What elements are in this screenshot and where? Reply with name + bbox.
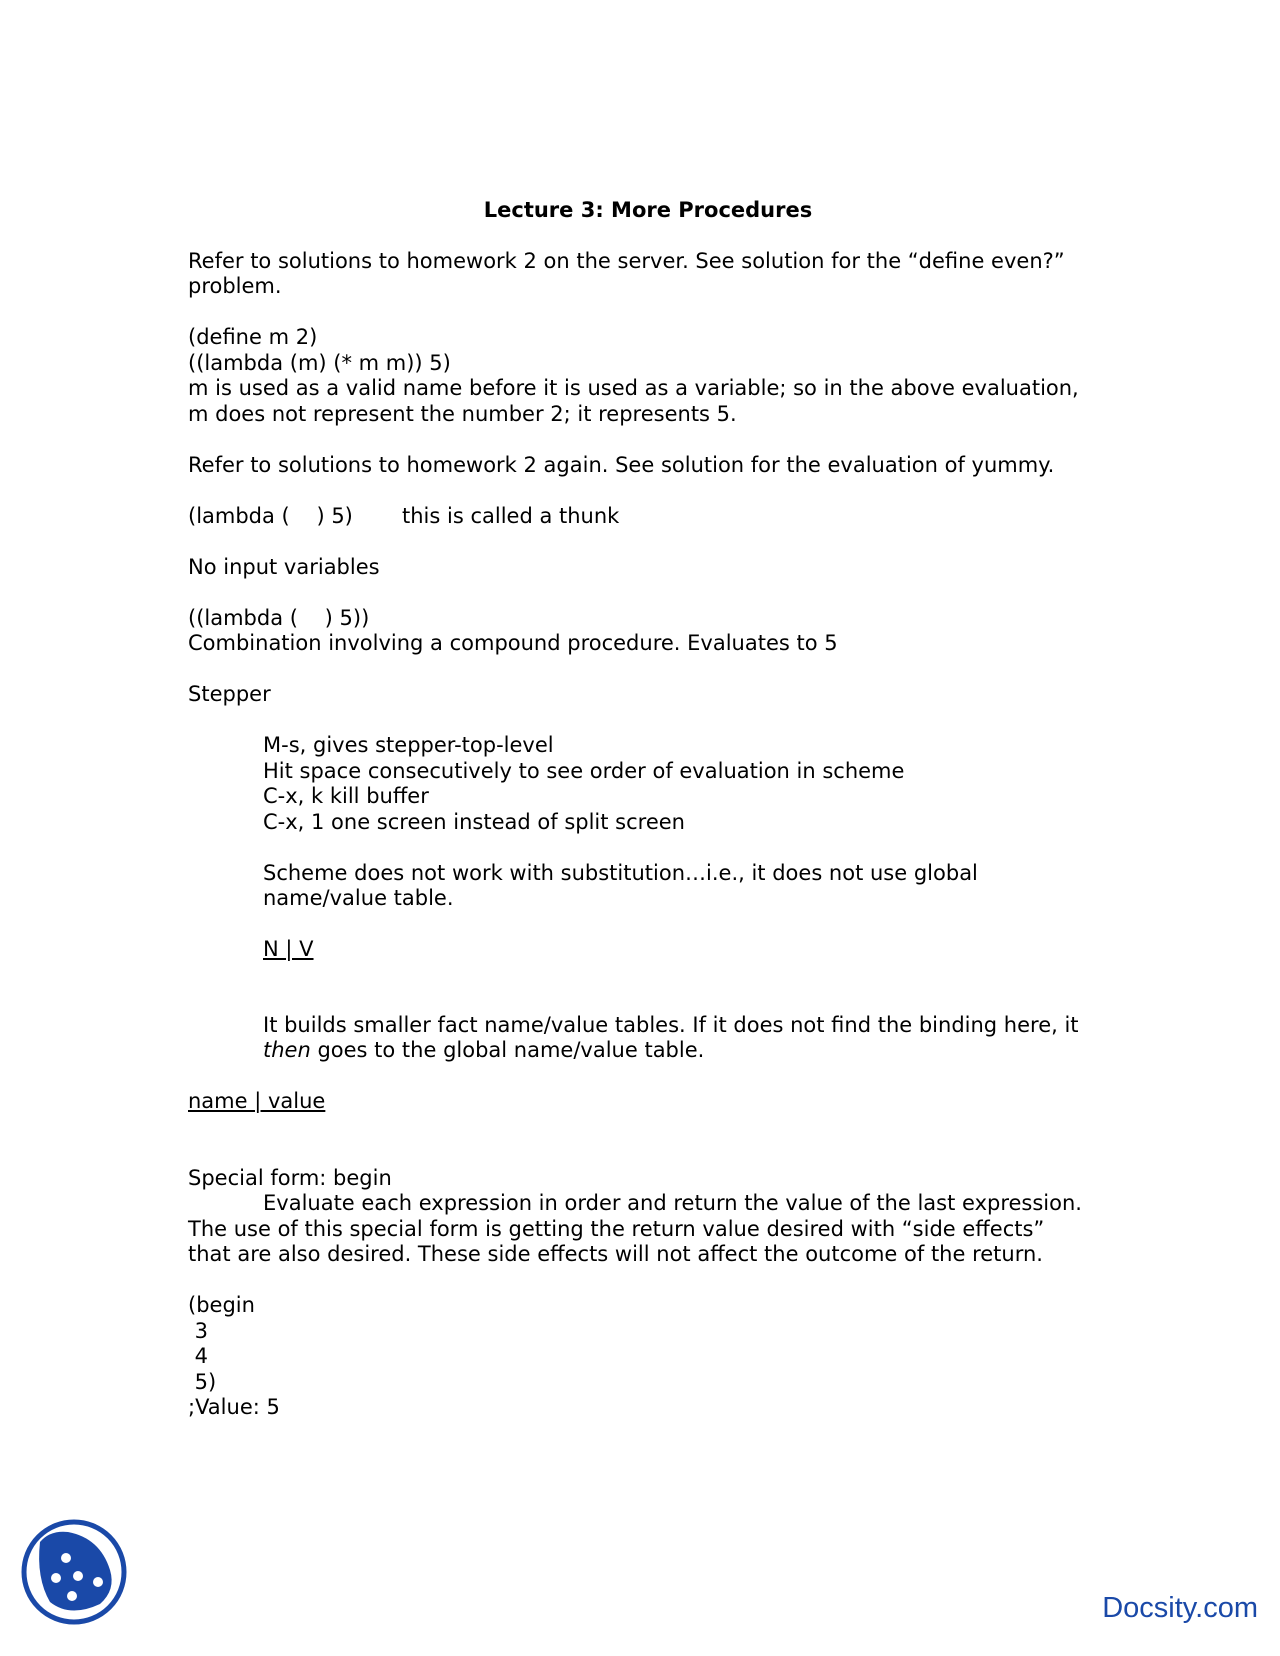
paragraph-line: Refer to solutions to homework 2 again. See solution for the evaluation of yummy. bbox=[188, 452, 1055, 477]
thunk-comment: this is called a thunk bbox=[402, 503, 620, 528]
emphasis-text: then bbox=[263, 1038, 311, 1062]
docsity-logo-icon[interactable] bbox=[20, 1518, 128, 1626]
paragraph-line: It builds smaller fact name/value tables. If it does not find the binding here, it bbox=[263, 1012, 1079, 1037]
paragraph-line: Refer to solutions to homework 2 on the server. See solution for the “define even?” bbox=[188, 248, 1065, 273]
code-line: ;Value: 5 bbox=[188, 1395, 280, 1419]
paragraph-line: problem. bbox=[188, 274, 282, 298]
stepper-item: C-x, k kill buffer bbox=[263, 784, 429, 808]
name-value-table-header bbox=[188, 1089, 1108, 1115]
paragraph-line: Evaluate each expression in order and return the value of the last expression. bbox=[263, 1191, 1082, 1215]
paragraph-line: that are also desired. These side effects will not affect the outcome of the return. bbox=[188, 1242, 1043, 1266]
docsity-brand-link[interactable]: Docsity.com bbox=[1102, 1592, 1258, 1624]
page-title: Lecture 3: More Procedures bbox=[483, 198, 813, 222]
document-page bbox=[188, 198, 1108, 1421]
code-line: (begin bbox=[188, 1293, 255, 1317]
paragraph-text: goes to the global name/value table. bbox=[310, 1038, 705, 1062]
stepper-item: C-x, 1 one screen instead of split screen bbox=[263, 809, 685, 834]
code-line: (define m 2) bbox=[188, 325, 318, 349]
paragraph-line: Scheme does not work with substitution…i.e., it does not use global bbox=[263, 860, 978, 885]
paragraph-line: m does not represent the number 2; it represents 5. bbox=[188, 401, 737, 426]
stepper-item: M-s, gives stepper-top-level bbox=[263, 733, 554, 757]
section-heading: Stepper bbox=[188, 682, 271, 706]
code-line: ((lambda (m) (* m m)) 5) bbox=[188, 350, 451, 375]
paragraph-line: m is used as a valid name before it is used as a variable; so in the above evaluation, bbox=[188, 376, 1079, 400]
stepper-item: Hit space consecutively to see order of evaluation in scheme bbox=[263, 758, 905, 783]
code-line: 5) bbox=[188, 1369, 217, 1394]
nv-table-label: N | V bbox=[263, 937, 314, 961]
thunk-code: (lambda ( ) 5) bbox=[188, 503, 353, 528]
section-heading: Special form: begin bbox=[188, 1165, 392, 1190]
nv-table-header bbox=[188, 937, 1108, 963]
paragraph-line: The use of this special form is getting the return value desired with “side effects” bbox=[188, 1216, 1045, 1241]
thunk-line bbox=[188, 504, 1108, 530]
name-value-label: name | value bbox=[188, 1089, 326, 1113]
paragraph-line bbox=[188, 1038, 1108, 1064]
code-line: ((lambda ( ) 5)) bbox=[188, 605, 370, 630]
code-line: 3 bbox=[188, 1318, 209, 1343]
code-line: 4 bbox=[188, 1344, 209, 1368]
paragraph-line: name/value table. bbox=[263, 886, 454, 910]
paragraph-line: Combination involving a compound procedure. Evaluates to 5 bbox=[188, 631, 838, 655]
paragraph-line: No input variables bbox=[188, 554, 380, 579]
